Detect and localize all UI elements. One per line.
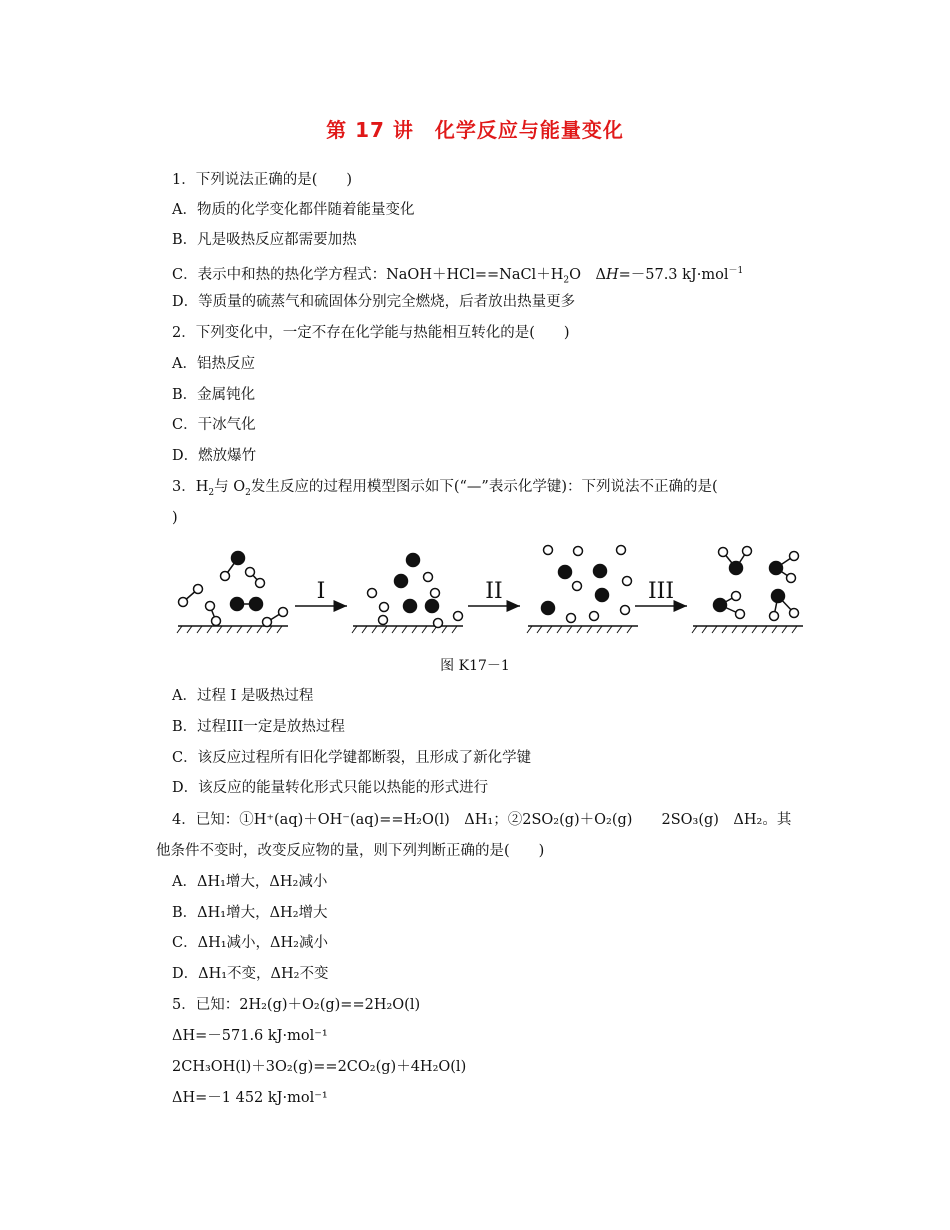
q1-option-d: D．等质量的硫蒸气和硫固体分别完全燃烧，后者放出热量更多 — [172, 294, 576, 310]
q4-option-b: B．ΔH₁增大，ΔH₂增大 — [172, 905, 328, 921]
q3-stem-b: 与 O — [214, 479, 246, 495]
q3-stem-sub1: 2 — [208, 487, 215, 498]
q3-stem-line2: ) — [172, 510, 178, 526]
q4-option-c: C．ΔH₁减小，ΔH₂减小 — [172, 935, 328, 951]
q4-stem-line1: 4．已知：①H⁺(aq)＋OH⁻(aq)==H₂O(l) ΔH₁；②2SO₂(g)＋O₂(g) 2SO₃(g) ΔH₂。其 — [172, 812, 792, 828]
arrow-label-2: II — [485, 579, 503, 604]
q2-option-c: C．干冰气化 — [172, 417, 256, 433]
q5-line2: ΔH=－571.6 kJ·mol⁻¹ — [172, 1028, 328, 1044]
page-title: 第 17 讲 化学反应与能量变化 — [326, 118, 624, 142]
reaction-model-figure — [170, 538, 810, 648]
q3-stem-sub2: 2 — [245, 487, 251, 498]
q1-option-c — [172, 261, 743, 291]
q4-stem-line2: 他条件不变时，改变反应物的量，则下列判断正确的是( ) — [156, 843, 545, 859]
arrow-process-1 — [295, 579, 347, 606]
q3-stem-c: 发生反应的过程用模型图示如下(“—”表示化学键)：下列说法不正确的是( — [250, 479, 718, 495]
stage-1-molecules — [179, 552, 288, 627]
surface-1 — [177, 626, 288, 633]
q4-option-d: D．ΔH₁不变，ΔH₂不变 — [172, 966, 329, 982]
q2-option-b: B．金属钝化 — [172, 387, 256, 403]
q1-stem: 1．下列说法正确的是( ) — [172, 172, 353, 188]
q1-c-text: C．表示中和热的热化学方程式：NaOH＋HCl==NaCl＋H — [172, 266, 564, 283]
q3-option-a: A．过程 I 是吸热过程 — [172, 688, 314, 704]
q1-c-value: =－57.3 kJ·mol — [618, 266, 729, 283]
arrow-process-2 — [468, 579, 520, 606]
q1-c-sup: －1 — [728, 266, 744, 276]
q4-option-a: A．ΔH₁增大，ΔH₂减小 — [172, 874, 328, 890]
q3-stem-a: 3．H — [172, 479, 209, 495]
q1-c-delta: O Δ — [569, 266, 606, 283]
q5-line4: ΔH=－1 452 kJ·mol⁻¹ — [172, 1090, 328, 1106]
arrow-label-1: I — [316, 579, 326, 604]
q3-option-d: D．该反应的能量转化形式只能以热能的形式进行 — [172, 780, 489, 796]
q2-option-a: A．铝热反应 — [172, 356, 255, 372]
stage-2-atoms — [368, 554, 463, 628]
arrow-process-3 — [635, 579, 687, 606]
q2-stem: 2．下列变化中，一定不存在化学能与热能相互转化的是( ) — [172, 325, 570, 341]
q1-option-b: B．凡是吸热反应都需要加热 — [172, 232, 357, 248]
q5-line1: 5．已知：2H₂(g)＋O₂(g)==2H₂O(l) — [172, 997, 421, 1013]
surface-4 — [692, 626, 803, 633]
q3-option-c: C．该反应过程所有旧化学键都断裂，且形成了新化学键 — [172, 750, 532, 766]
surface-2 — [352, 626, 463, 633]
q3-stem — [172, 477, 718, 503]
arrow-label-3: III — [647, 579, 675, 604]
q5-line3: 2CH₃OH(l)＋3O₂(g)==2CO₂(g)＋4H₂O(l) — [172, 1059, 467, 1075]
q1-option-a: A．物质的化学变化都伴随着能量变化 — [172, 202, 415, 218]
stage-4-molecules — [714, 547, 799, 621]
q3-option-b: B．过程III一定是放热过程 — [172, 719, 345, 735]
q1-c-sub: 2 — [563, 275, 570, 286]
surface-3 — [527, 626, 638, 633]
stage-3-atoms — [542, 546, 632, 623]
q1-c-h: H — [605, 266, 619, 283]
figure-caption: 图 K17－1 — [440, 658, 510, 674]
q2-option-d: D．燃放爆竹 — [172, 448, 257, 464]
